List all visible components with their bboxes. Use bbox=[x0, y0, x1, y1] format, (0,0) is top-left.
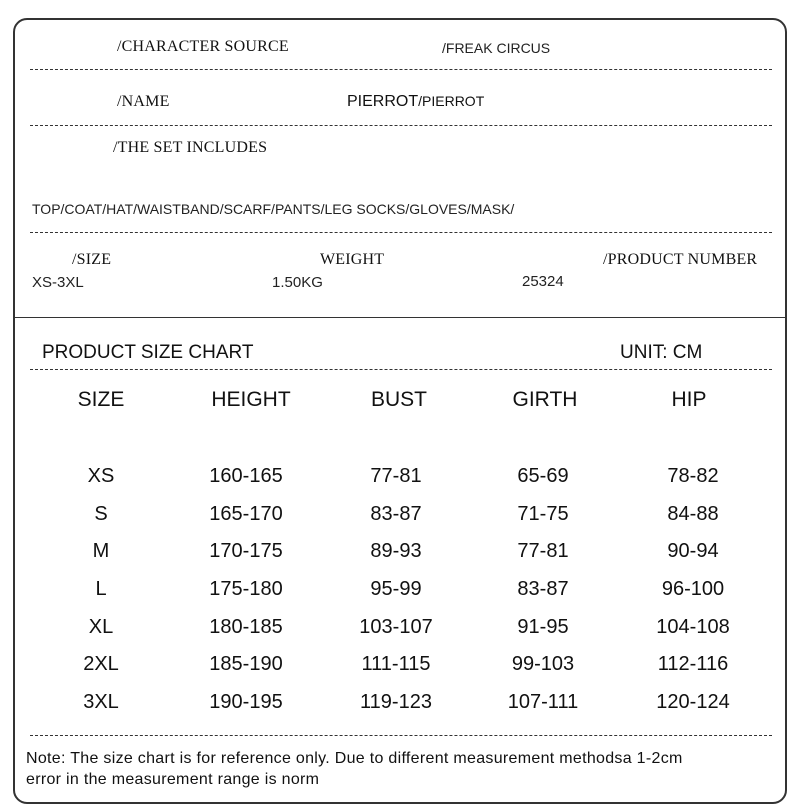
note-line-1: Note: The size chart is for reference only. Due to different measurement methodsa 1-2cm bbox=[26, 750, 683, 767]
divider bbox=[30, 232, 772, 233]
cell-hip: 78-82 bbox=[667, 465, 719, 487]
cell-hip: 104-108 bbox=[656, 616, 730, 638]
name-value bbox=[347, 93, 484, 111]
header-girth: GIRTH bbox=[512, 388, 578, 411]
weight-label: WEIGHT bbox=[320, 251, 385, 268]
size-value: XS-3XL bbox=[32, 274, 84, 291]
cell-girth: 83-87 bbox=[517, 578, 569, 600]
name-value-main: PIERROT bbox=[347, 93, 419, 110]
cell-girth: 107-111 bbox=[507, 691, 579, 713]
header-hip: HIP bbox=[671, 388, 707, 411]
cell-girth: 65-69 bbox=[517, 465, 569, 487]
cell-size: L bbox=[95, 578, 107, 600]
cell-size: S bbox=[94, 503, 108, 525]
cell-hip: 96-100 bbox=[661, 578, 725, 600]
set-includes-label: /THE SET INCLUDES bbox=[113, 139, 268, 156]
cell-hip: 90-94 bbox=[667, 540, 719, 562]
cell-height: 175-180 bbox=[209, 578, 283, 600]
character-source-label: /CHARACTER SOURCE bbox=[117, 38, 289, 55]
cell-size: XL bbox=[88, 616, 114, 638]
weight-value: 1.50KG bbox=[272, 274, 323, 291]
cell-height: 170-175 bbox=[209, 540, 283, 562]
note-line-2: error in the measurement range is norm bbox=[26, 771, 320, 788]
cell-hip: 120-124 bbox=[656, 691, 730, 713]
cell-bust: 119-123 bbox=[360, 691, 432, 713]
cell-size: 2XL bbox=[83, 653, 119, 675]
cell-hip: 84-88 bbox=[667, 503, 719, 525]
size-chart-unit: UNIT: CM bbox=[620, 342, 703, 363]
cell-girth: 77-81 bbox=[517, 540, 569, 562]
cell-bust: 89-93 bbox=[370, 540, 422, 562]
set-includes-value: TOP/COAT/HAT/WAISTBAND/SCARF/PANTS/LEG SOCKS/GLOVES/MASK/ bbox=[32, 201, 515, 217]
cell-hip: 112-116 bbox=[657, 653, 729, 675]
divider bbox=[30, 125, 772, 126]
cell-bust: 77-81 bbox=[370, 465, 422, 487]
size-label: /SIZE bbox=[72, 251, 112, 268]
divider bbox=[30, 69, 772, 70]
cell-girth: 91-95 bbox=[517, 616, 569, 638]
character-source-value: /FREAK CIRCUS bbox=[442, 40, 551, 56]
name-label: /NAME bbox=[117, 93, 170, 110]
cell-height: 185-190 bbox=[209, 653, 283, 675]
cell-girth: 71-75 bbox=[517, 503, 569, 525]
cell-bust: 111-115 bbox=[361, 653, 431, 675]
header-size: SIZE bbox=[77, 388, 125, 411]
header-bust: BUST bbox=[370, 388, 427, 411]
header-height: HEIGHT bbox=[211, 388, 291, 411]
product-number-label: /PRODUCT NUMBER bbox=[603, 251, 758, 268]
divider bbox=[30, 369, 772, 370]
divider bbox=[30, 735, 772, 736]
size-chart-title: PRODUCT SIZE CHART bbox=[42, 342, 254, 363]
cell-bust: 83-87 bbox=[370, 503, 422, 525]
cell-bust: 103-107 bbox=[359, 616, 433, 638]
cell-size: 3XL bbox=[83, 691, 119, 713]
cell-girth: 99-103 bbox=[511, 653, 575, 675]
section-divider bbox=[15, 317, 785, 318]
cell-height: 165-170 bbox=[209, 503, 283, 525]
cell-height: 190-195 bbox=[209, 691, 283, 713]
cell-height: 160-165 bbox=[209, 465, 283, 487]
name-value-sub: /PIERROT bbox=[418, 93, 485, 109]
cell-size: M bbox=[92, 540, 110, 562]
cell-bust: 95-99 bbox=[370, 578, 422, 600]
product-number-value: 25324 bbox=[522, 273, 564, 290]
cell-size: XS bbox=[87, 465, 115, 487]
cell-height: 180-185 bbox=[209, 616, 283, 638]
